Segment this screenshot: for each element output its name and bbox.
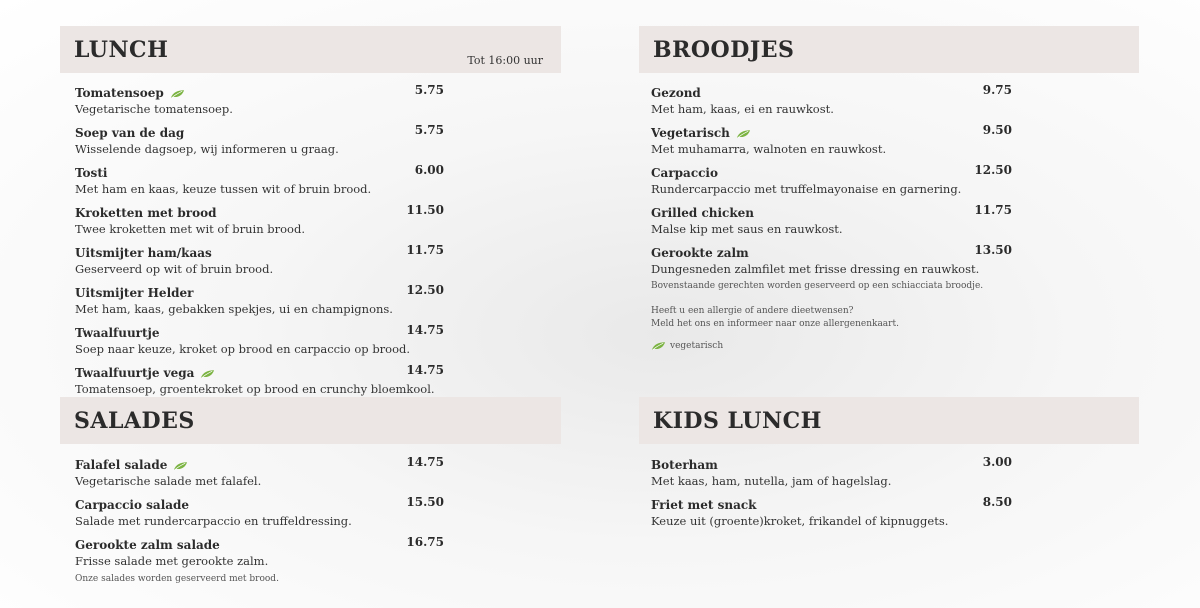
menu-item-name [75, 245, 212, 262]
menu-item [75, 242, 561, 277]
menu-item-name-text: Gezond [651, 86, 701, 100]
leaf-icon [200, 369, 215, 379]
menu-item [651, 122, 1139, 157]
menu-item-price: 16.75 [406, 535, 444, 549]
broodjes-items [639, 73, 1139, 277]
menu-item-description: Met kaas, ham, nutella, jam of hagelslag. [651, 474, 892, 488]
menu-item-name-text: Carpaccio [651, 166, 718, 180]
menu-item [75, 82, 561, 117]
menu-item-description: Rundercarpaccio met truffelmayonaise en garnering. [651, 182, 962, 196]
kids-title: KIDS LUNCH [653, 407, 822, 434]
menu-item-name [75, 85, 185, 102]
menu-item-price: 8.50 [982, 495, 1012, 509]
menu-item-description: Twee kroketten met wit of bruin brood. [75, 222, 305, 236]
broodjes-title: BROODJES [653, 36, 795, 63]
menu-item-name [75, 285, 193, 302]
salades-header [60, 397, 561, 444]
salades-section [60, 397, 561, 586]
menu-item-description: Frisse salade met gerookte zalm. [75, 554, 269, 568]
lunch-section [60, 26, 561, 402]
menu-item-price: 11.50 [406, 203, 444, 217]
menu-item [651, 162, 1139, 197]
menu-item-description: Keuze uit (groente)kroket, frikandel of kipnuggets. [651, 514, 949, 528]
menu-item-name [75, 125, 184, 142]
lunch-title: LUNCH [74, 36, 169, 63]
menu-item-name-text: Carpaccio salade [75, 498, 190, 512]
menu-item-price: 11.75 [406, 243, 444, 257]
menu-item-description: Salade met rundercarpaccio en truffeldressing. [75, 514, 352, 528]
menu-item-name [651, 497, 756, 514]
menu-item-price: 3.00 [982, 455, 1012, 469]
lunch-hours: Tot 16:00 uur [467, 54, 543, 67]
menu-item-description: Vegetarische tomatensoep. [75, 102, 233, 116]
menu-item [651, 82, 1139, 117]
kids-items [639, 444, 1139, 529]
menu-item [75, 494, 561, 529]
menu-item-price: 11.75 [974, 203, 1012, 217]
menu-item-name-text: Uitsmijter ham/kaas [75, 246, 212, 260]
veg-legend-label: vegetarisch [670, 341, 724, 351]
leaf-icon [170, 89, 185, 99]
menu-item-price: 14.75 [406, 323, 444, 337]
menu-item [75, 534, 561, 569]
menu-item-description: Dungesneden zalmfilet met frisse dressing en rauwkost. [651, 262, 980, 276]
menu-item [75, 454, 561, 489]
leaf-icon [173, 461, 188, 471]
menu-item-name-text: Twaalfuurtje [75, 326, 160, 340]
menu-item [75, 362, 561, 397]
menu-item-name-text: Uitsmijter Helder [75, 286, 194, 300]
menu-item-price: 5.75 [414, 123, 444, 137]
broodjes-note: Bovenstaande gerechten worden geserveerd op een schiacciata broodje. [651, 281, 984, 291]
menu-item-description: Soep naar keuze, kroket op brood en carpaccio op brood. [75, 342, 411, 356]
menu-item-name [75, 325, 160, 342]
menu-item-description: Met ham, kaas, gebakken spekjes, ui en champignons. [75, 302, 393, 316]
menu-item [75, 202, 561, 237]
menu-item-name-text: Grilled chicken [651, 206, 755, 220]
menu-item-description: Malse kip met saus en rauwkost. [651, 222, 843, 236]
menu-item-name [75, 457, 188, 474]
salades-items [60, 444, 561, 569]
broodjes-header [639, 26, 1139, 73]
menu-item [651, 242, 1139, 277]
menu-item [75, 162, 561, 197]
menu-item [75, 122, 561, 157]
leaf-icon [651, 341, 666, 351]
menu-item [651, 494, 1139, 529]
menu-item-description: Wisselende dagsoep, wij informeren u graag. [75, 142, 339, 156]
menu-item-name-text: Twaalfuurtje vega [75, 366, 195, 380]
salades-note: Onze salades worden geserveerd met brood. [75, 574, 279, 584]
menu-item-description: Vegetarische salade met falafel. [75, 474, 262, 488]
menu-item-price: 6.00 [414, 163, 444, 177]
menu-item-price: 12.50 [974, 163, 1012, 177]
salades-title: SALADES [74, 407, 195, 434]
menu-item [651, 454, 1139, 489]
menu-item-price: 12.50 [406, 283, 444, 297]
menu-item-price: 13.50 [974, 243, 1012, 257]
menu-item-price: 14.75 [406, 363, 444, 377]
menu-item [75, 322, 561, 357]
kids-header [639, 397, 1139, 444]
menu-item-name [651, 205, 754, 222]
menu-item-name-text: Vegetarisch [651, 126, 730, 140]
allergy-instruction: Meld het ons en informeer naar onze allergenenkaart. [651, 319, 899, 329]
menu-item-name [75, 205, 217, 222]
menu-item-price: 5.75 [414, 83, 444, 97]
menu-item-description: Met ham en kaas, keuze tussen wit of bruin brood. [75, 182, 372, 196]
menu-item-name-text: Soep van de dag [75, 126, 185, 140]
menu-item-name [75, 497, 189, 514]
menu-item-description: Geserveerd op wit of bruin brood. [75, 262, 274, 276]
menu-item-description: Tomatensoep, groentekroket op brood en crunchy bloemkool. [75, 382, 435, 396]
menu-item-name-text: Kroketten met brood [75, 206, 217, 220]
lunch-header [60, 26, 561, 73]
menu-item-name-text: Friet met snack [651, 498, 757, 512]
menu-item-name [651, 457, 718, 474]
menu-item-name-text: Gerookte zalm [651, 246, 749, 260]
menu-item-price: 14.75 [406, 455, 444, 469]
menu-item [75, 282, 561, 317]
menu-item-name-text: Tosti [75, 166, 108, 180]
menu-item-price: 9.75 [982, 83, 1012, 97]
lunch-items [60, 73, 561, 397]
leaf-icon [736, 129, 751, 139]
menu-item-name [651, 85, 701, 102]
menu-item-name [651, 245, 749, 262]
menu-item-name-text: Tomatensoep [75, 86, 164, 100]
menu-item-name-text: Gerookte zalm salade [75, 538, 220, 552]
menu-item-description: Met muhamarra, walnoten en rauwkost. [651, 142, 887, 156]
menu-item [651, 202, 1139, 237]
menu-item-price: 15.50 [406, 495, 444, 509]
menu-item-name [75, 365, 215, 382]
menu-item-name [651, 165, 718, 182]
menu-item-description: Met ham, kaas, ei en rauwkost. [651, 102, 834, 116]
menu-item-name-text: Boterham [651, 458, 718, 472]
veg-legend [639, 341, 1139, 351]
menu-item-name [75, 537, 220, 554]
kids-section [639, 397, 1139, 534]
menu-item-price: 9.50 [982, 123, 1012, 137]
allergy-question: Heeft u een allergie of andere dieetwensen? [651, 306, 854, 316]
menu-item-name [75, 165, 107, 182]
broodjes-section [639, 26, 1139, 351]
menu-item-name-text: Falafel salade [75, 458, 168, 472]
menu-item-name [651, 125, 751, 142]
